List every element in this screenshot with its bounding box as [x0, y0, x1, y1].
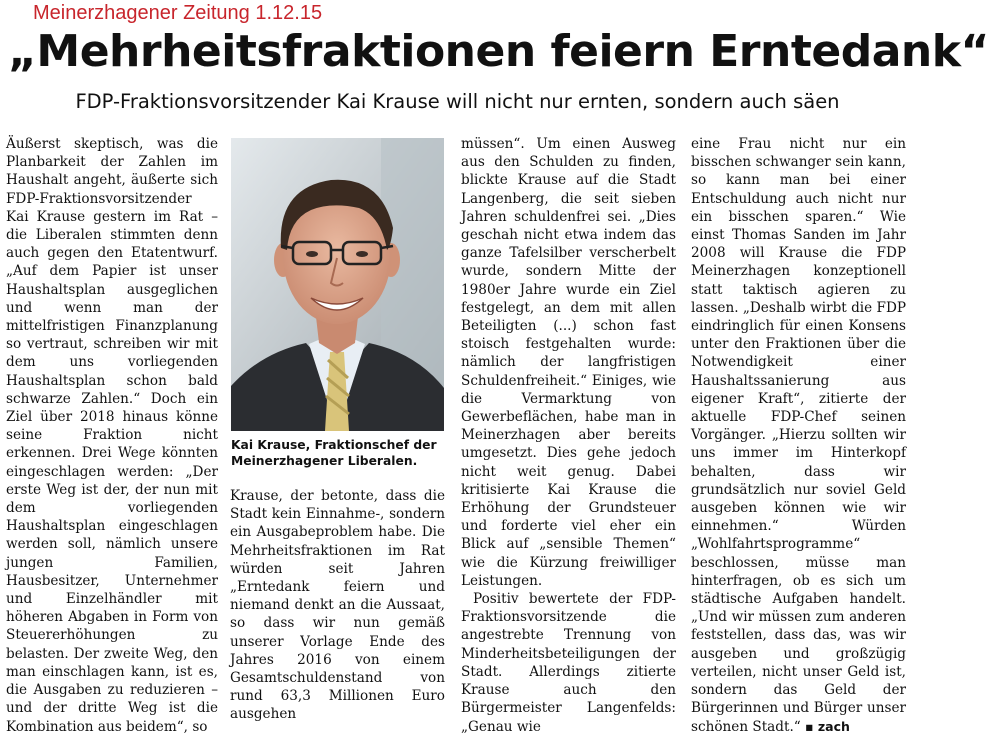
column-3-text-b: Positiv bewertete der FDP-Fraktionsvorsitzende die angestrebte Trennung von Minderheitsbeteiligungen der Stadt. Allerdings zitierte Krause auch den Bürgermeister Langenfelds: „Genau wie [461, 591, 676, 735]
article-column-1 [6, 135, 218, 735]
column-2-text: Krause, der betonte, dass die Stadt kein Einnahme-, sondern ein Ausgabeproblem habe. Die Mehrheitsfraktionen im Rat würden seit Jahren „Erntedank feiern und niemand denkt an die Aussaat, so dass wir nun gemäß unserer Vorlage Ende des Jahres 2016 von einem Gesamtschuldenstand von rund 63,3 Millionen Euro ausgehen [230, 488, 445, 723]
column-4-text: eine Frau nicht nur ein bisschen schwanger sein kann, so kann man bei einer Entschuldung auch nicht nur ein bisschen sparen.“ Wie einst Thomas Sanden im Jahr 2008 will Krause die FDP Meinerzhagen konzeptionell statt taktisch agieren zu lassen. „Deshalb wirbt die FDP eindringlich für einen Konsens unter den Fraktionen über die Notwendigkeit einer Haushaltssanierung aus eigener Kraft“, zitierte der aktuelle FDP-Chef seinen Vorgänger. „Hierzu sollten wir uns immer im Hinterkopf behalten, dass wir grundsätzlich nur soviel Geld ausgeben können wie wir einnehmen.“ Würden „Wohlfahrtsprogramme“ beschlossen, müsse man hinterfragen, ob es sich um städtische Aufgaben handelt. „Und wir müssen zum anderen feststellen, dass das, was wir ausgeben und großzügig verteilen, nicht unser Geld ist, sondern das Geld der Bürgerinnen und Bürger unser schönen Stadt.“ [691, 136, 906, 735]
column-3-text-a: müssen“. Um einen Ausweg aus den Schulden zu finden, blickte Krause auf die Stadt Langenberg, die seit sieben Jahren schuldenfrei sei. „Dies geschah nicht etwa indem das ganze Tafelsilber verscherbelt wurde, sondern Mitte der 1980er Jahre wurde ein Ziel festgelegt, an dem mit allen Beteiligten (...) schon fast stoisch festgehalten wurde: nämlich der langfristigen Schuldenfreiheit.“ Einiges, wie die Vermarktung von Gewerbeflächen, habe man in Meinerzhagen aber bereits umgesetzt. Dies gehe jedoch nicht weit genug. Dabei kritisierte Kai Krause die Erhöhung der Grundsteuer und forderte viel eher ein Blick auf „sensible Themen“ wie die Kürzung freiwilliger Leistungen. [461, 136, 676, 589]
article-column-2 [230, 487, 445, 723]
subheadline: FDP-Fraktionsvorsitzender Kai Krause will nicht nur ernten, sondern auch säen [75, 90, 840, 113]
article-column-3 [461, 135, 676, 735]
portrait-photo [231, 138, 444, 431]
photo-caption: Kai Krause, Fraktionschef der Meinerzhagener Liberalen. [231, 438, 437, 468]
author-tag: ▪ zach [805, 718, 850, 734]
headline: „Mehrheitsfraktionen feiern Erntedank“ [8, 26, 989, 77]
column-1-text: Äußerst skeptisch, was die Planbarkeit der Zahlen im Haushalt angeht, äußerte sich FDP-Fraktionsvorsitzender Kai Krause gestern im Rat – die Liberalen stimmten denn auch gegen den Etatentwurf. „Auf dem Papier ist unser Haushaltsplan ausgeglichen und wenn man der mittelfristigen Finanzplanung so vertraut, schreiben wir mit dem uns vorliegenden Haushaltsplan schon bald schwarze Zahlen.“ Doch ein Ziel über 2018 hinaus könne seine Fraktion nicht erkennen. Drei Wege könnten eingeschlagen werden: „Der erste Weg ist der, der nun mit dem vorliegenden Haushaltsplan eingeschlagen werden soll, nämlich unsere jungen Familien, Hausbesitzer, Unternehmer und Einzelhändler mit höheren Abgaben in Form von Steuererhöhungen zu belasten. Der zweite Weg, den man einschlagen kann, ist es, die Ausgaben zu reduzieren – und der dritte Weg ist die Kombination aus beidem“, so [6, 136, 218, 735]
article-column-4 [691, 135, 906, 735]
portrait-illustration [231, 138, 444, 431]
newspaper-source: Meinerzhagener Zeitung 1.12.15 [33, 2, 323, 24]
